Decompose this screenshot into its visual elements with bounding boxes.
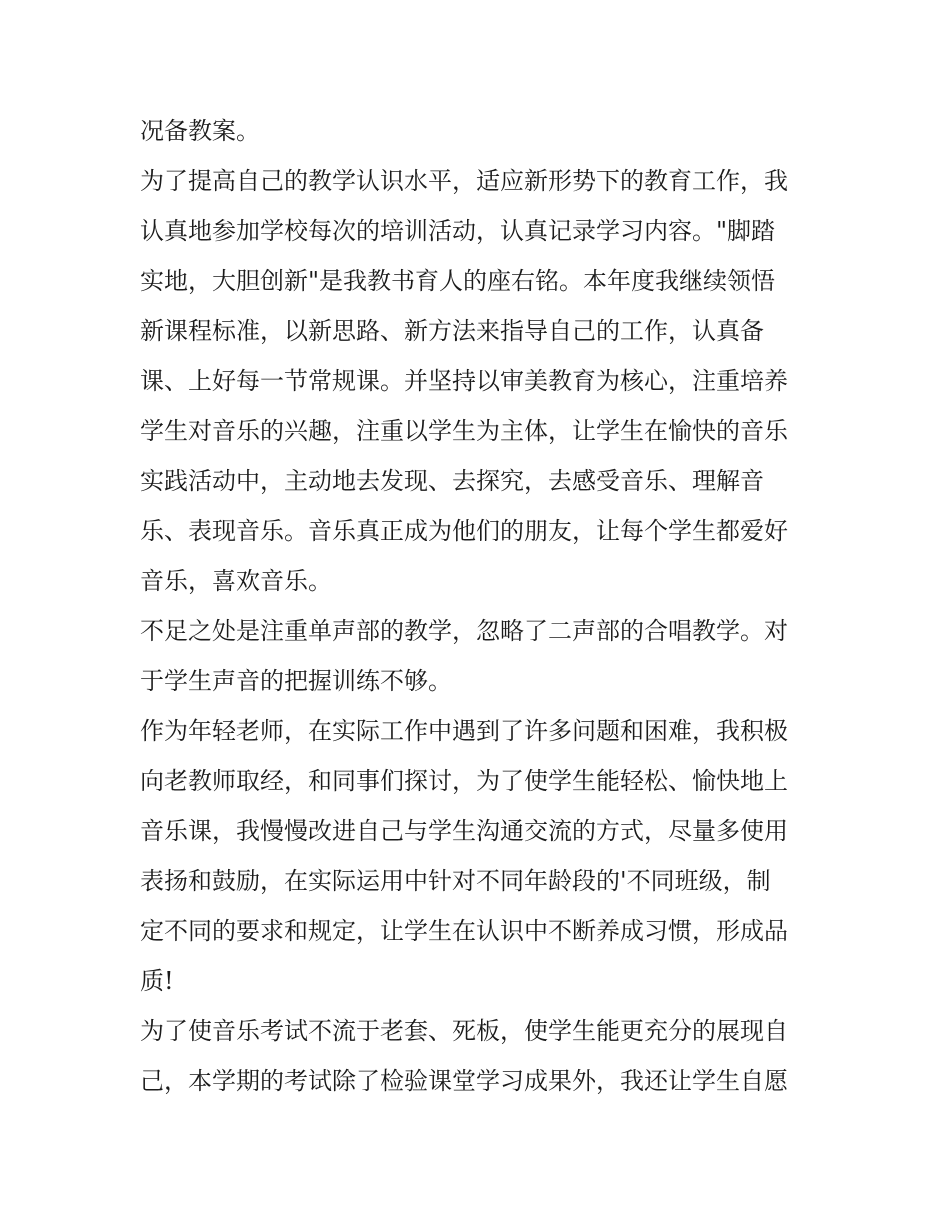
text-line: 己，本学期的考试除了检验课堂学习成果外，我还让学生自愿: [140, 1067, 788, 1095]
text-line: 课、上好每一节常规课。并坚持以审美教育为核心，注重培养: [140, 367, 788, 395]
paragraph-1: [140, 106, 820, 156]
text-line: 音乐课，我慢慢改进自己与学生沟通交流的方式，尽量多使用: [140, 817, 788, 845]
paragraph-3: [140, 606, 820, 706]
text-line: 认真地参加学校每次的培训活动，认真记录学习内容。"脚踏: [140, 217, 776, 245]
text-line: 为了使音乐考试不流于老套、死板，使学生能更充分的展现自: [140, 1017, 788, 1045]
text-line: 作为年轻老师，在实际工作中遇到了许多问题和困难，我积极: [140, 717, 788, 745]
text-line: 为了提高自己的教学认识水平，适应新形势下的教育工作，我: [140, 167, 788, 195]
paragraph-2: [140, 156, 820, 606]
text-line: 不足之处是注重单声部的教学，忽略了二声部的合唱教学。对: [140, 617, 788, 645]
document-body: [140, 106, 820, 1106]
text-line: 表扬和鼓励，在实际运用中针对不同年龄段的'不同班级，制: [140, 867, 771, 895]
text-line: 定不同的要求和规定，让学生在认识中不断养成习惯，形成品: [140, 917, 788, 945]
text-line: 质!: [140, 967, 174, 995]
text-line: 乐、表现音乐。音乐真正成为他们的朋友，让每个学生都爱好: [140, 517, 788, 545]
text-line: 实地，大胆创新"是我教书育人的座右铭。本年度我继续领悟: [140, 267, 776, 295]
paragraph-4: [140, 706, 820, 1006]
text-line: 于学生声音的把握训练不够。: [140, 667, 452, 695]
text-line: 向老教师取经，和同事们探讨，为了使学生能轻松、愉快地上: [140, 767, 788, 795]
paragraph-5: [140, 1006, 820, 1106]
text-line: 实践活动中，主动地去发现、去探究，去感受音乐、理解音: [140, 467, 764, 495]
text-line: 音乐，喜欢音乐。: [140, 567, 332, 595]
text-line: 新课程标准，以新思路、新方法来指导自己的工作，认真备: [140, 317, 764, 345]
text-line: 学生对音乐的兴趣，注重以学生为主体，让学生在愉快的音乐: [140, 417, 788, 445]
text-line: 况备教案。: [140, 117, 260, 145]
